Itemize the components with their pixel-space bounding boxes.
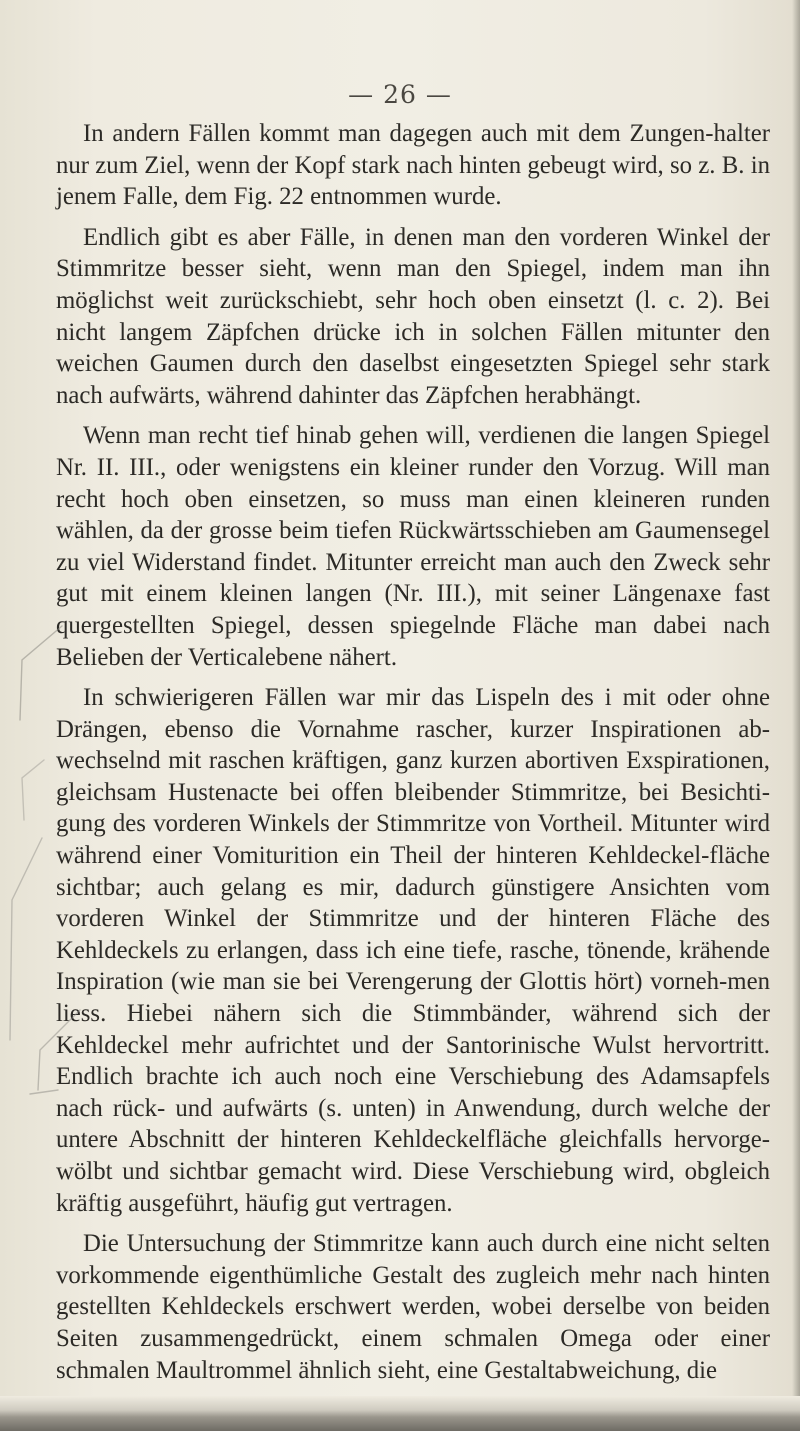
paragraph-1: In andern Fällen kommt man dagegen auch mit dem Zungen-halter nur zum Ziel, wenn der Kopf stark nach hinten gebeugt wird, so z. B. in jenem Falle, dem Fig. 22 entnommen wurde. bbox=[56, 120, 770, 211]
pencil-stroke-middle bbox=[10, 838, 42, 1040]
page-number: — 26 — bbox=[348, 80, 452, 109]
paragraph-3: Wenn man recht tief hinab gehen will, verdienen die langen Spiegel Nr. II. III., oder wenigstens ein kleiner runder den Vorzug. Will man recht hoch oben einsetzen, so muss man einen kleineren runden wählen, da der grosse beim tiefen Rückwärtsschieben am Gaumensegel zu viel Widerstand findet. Mitunter erreicht man auch den Zweck sehr gut mit einem kleinen langen (Nr. III.), mit seiner Längenaxe fast quergestellten Spiegel, dessen spiegelnde Fläche man dabei nach Belieben der Verticalebene nähert. bbox=[56, 422, 770, 671]
body-text bbox=[56, 118, 770, 1395]
paragraph-4: In schwierigeren Fällen war mir das Lispeln des i mit oder ohne Drängen, ebenso die Vornahme rascher, kurzer Inspirationen ab-wechselnd mit raschen kräftigen, ganz kurzen abortiven Exspirationen, gleichsam Hustenacte bei offen bleibender Stimmritze, bei Besichti-gung des vorderen Winkels der Stimmritze von Vortheil. Mitunter wird während einer Vomiturition ein Theil der hinteren Kehldeckel-fläche sichtbar; auch gelang es mir, dadurch günstigere Ansichten vom vorderen Winkel der Stimmritze und der hinteren Fläche des Kehldeckels zu erlangen, dass ich eine tiefe, rasche, tönende, krähende Inspiration (wie man sie bei Verengerung der Glottis hört) vorneh-men liess. Hiebei nähern sich die Stimmbänder, während sich der Kehldeckel mehr aufrichtet und der Santorinische Wulst hervortritt. Endlich brachte ich auch noch eine Verschiebung des Adamsapfels nach rück- und aufwärts (s. unten) in Anwendung, durch welche der untere Abschnitt der hinteren Kehldeckelfläche gleichfalls hervorge-wölbt und sichtbar gemacht wird. Diese Verschiebung wird, obgleich kräftig ausgeführt, häufig gut vertragen. bbox=[56, 684, 770, 1217]
page-edge-shadow bbox=[792, 0, 800, 1431]
paragraph-5: Die Untersuchung der Stimmritze kann auch durch eine nicht selten vorkommende eigenthümliche Gestalt des zugleich mehr nach hinten gestellten Kehldeckels erschwert werden, wobei derselbe von beiden Seiten zusammengedrückt, einem schmalen Omega oder einer schmalen Maultrommel ähnlich sieht, eine Gestaltabweichung, die bbox=[56, 1230, 770, 1384]
paragraph-2: Endlich gibt es aber Fälle, in denen man den vorderen Winkel der Stimmritze besser sieht, wenn man den Spiegel, indem man ihn möglichst weit zurückschiebt, sehr hoch oben einsetzt (l. c. 2). Bei nicht langem Zäpfchen drücke ich in solchen Fällen mitunter den weichen Gaumen durch den daselbst eingesetzten Spiegel sehr stark nach aufwärts, während dahinter das Zäpfchen herabhängt. bbox=[56, 223, 770, 409]
pencil-stroke-mark bbox=[22, 760, 44, 820]
bottom-binding-edge bbox=[0, 1396, 800, 1431]
